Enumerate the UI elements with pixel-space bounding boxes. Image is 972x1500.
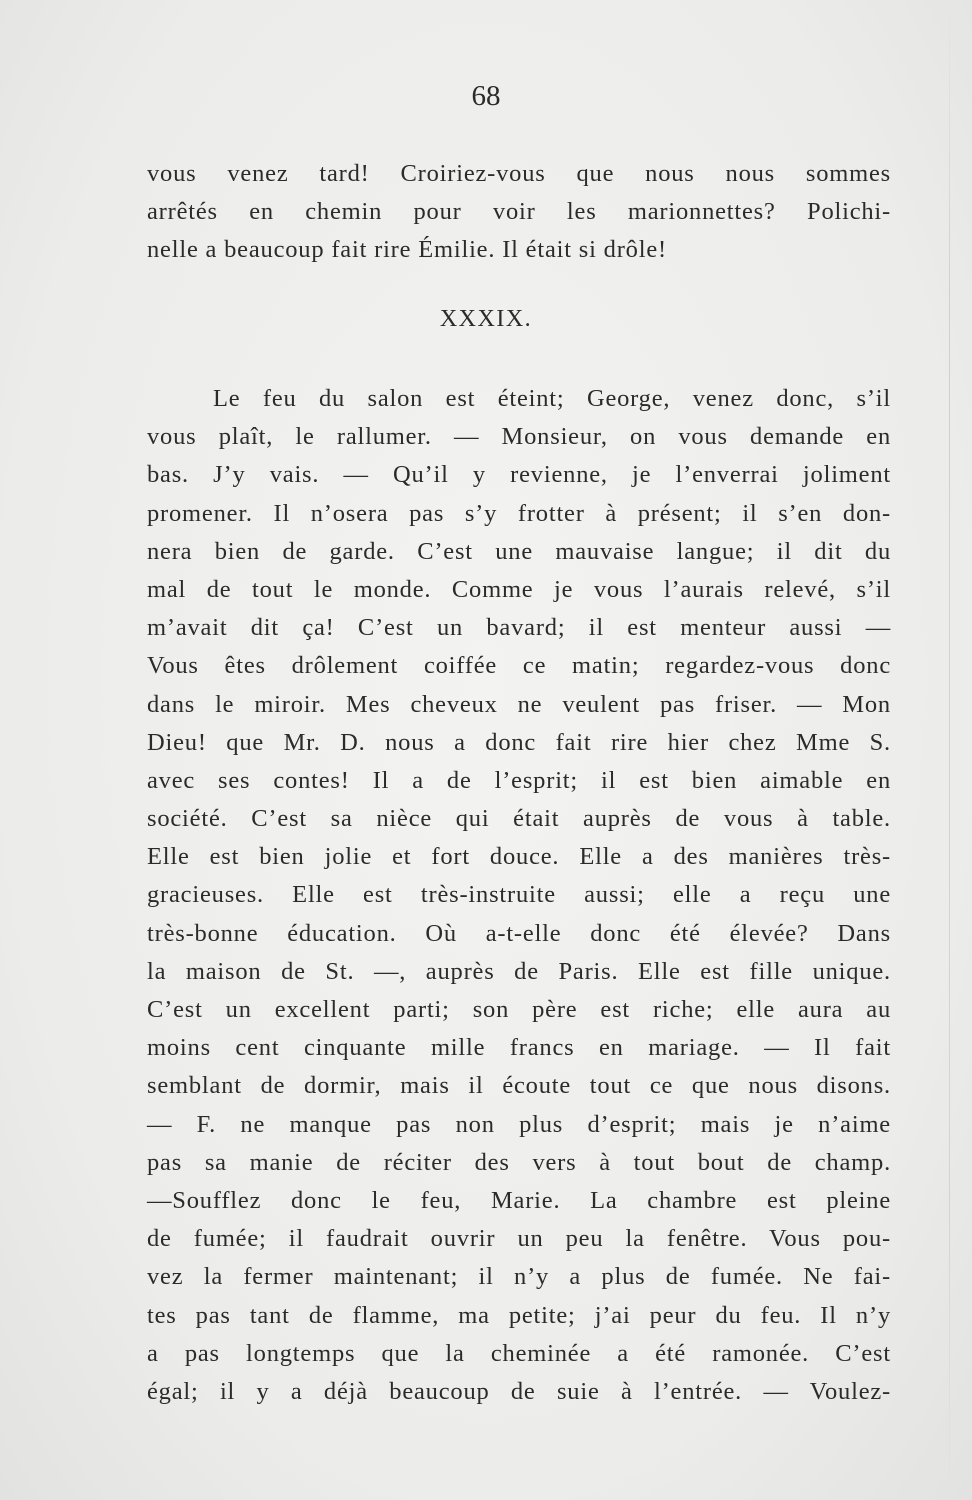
chapter-heading: XXXIX.	[439, 306, 533, 332]
text-line: a pas longtemps que la cheminée a été ramonée. C’est	[147, 1339, 891, 1367]
text-line: gracieuses. Elle est très-instruite aussi; elle a reçu une	[147, 881, 891, 909]
text-line: société. C’est sa nièce qui était auprès de vous à table.	[147, 805, 891, 833]
text-line: avec ses contes! Il a de l’esprit; il est bien aimable en	[147, 766, 891, 794]
text-line: —Soufflez donc le feu, Marie. La chambre est pleine	[147, 1186, 891, 1214]
text-line: moins cent cinquante mille francs en mariage. — Il fait	[147, 1034, 891, 1062]
text-line: m’avait dit ça! C’est un bavard; il est menteur aussi —	[147, 614, 891, 642]
text-line: tes pas tant de flamme, ma petite; j’ai peur du feu. Il n’y	[147, 1301, 891, 1329]
top-paragraph	[147, 155, 891, 270]
text-line: arrêtés en chemin pour voir les marionnettes? Polichi-	[147, 198, 891, 226]
text-line: la maison de St. —, auprès de Paris. Elle est fille unique.	[147, 957, 891, 985]
text-line: nelle a beaucoup fait rire Émilie. Il était si drôle!	[147, 236, 667, 264]
text-line: pas sa manie de réciter des vers à tout bout de champ.	[147, 1148, 891, 1176]
text-line: Vous êtes drôlement coiffée ce matin; regardez-vous donc	[147, 652, 891, 680]
main-paragraph	[147, 380, 891, 1411]
text-line: de fumée; il faudrait ouvrir un peu la fenêtre. Vous pou-	[147, 1225, 891, 1253]
text-line: dans le miroir. Mes cheveux ne veulent pas friser. — Mon	[147, 690, 891, 718]
text-line: semblant de dormir, mais il écoute tout ce que nous disons.	[147, 1072, 891, 1100]
text-line: — F. ne manque pas non plus d’esprit; mais je n’aime	[147, 1110, 891, 1138]
text-line: nera bien de garde. C’est une mauvaise langue; il dit du	[147, 537, 891, 565]
text-line: promener. Il n’osera pas s’y frotter à présent; il s’en don-	[147, 499, 891, 527]
text-line: vous plaît, le rallumer. — Monsieur, on vous demande en	[147, 423, 891, 451]
text-line: égal; il y a déjà beaucoup de suie à l’entrée. — Voulez-	[147, 1377, 891, 1405]
text-line: Elle est bien jolie et fort douce. Elle a des manières très-	[147, 843, 891, 871]
page-number: 68	[471, 80, 501, 112]
text-line: vous venez tard! Croiriez-vous que nous nous sommes	[147, 160, 891, 187]
text-line: bas. J’y vais. — Qu’il y revienne, je l’enverrai joliment	[147, 461, 891, 489]
text-line: Dieu! que Mr. D. nous a donc fait rire hier chez Mme S.	[147, 728, 891, 756]
page-edge-shadow	[949, 0, 950, 1500]
text-line: C’est un excellent parti; son père est riche; elle aura au	[147, 996, 891, 1023]
text-line: très-bonne éducation. Où a-t-elle donc été élevée? Dans	[147, 919, 891, 947]
text-line: mal de tout le monde. Comme je vous l’aurais relevé, s’il	[147, 575, 891, 603]
text-line: Le feu du salon est éteint; George, venez donc, s’il	[213, 385, 891, 412]
text-line: vez la fermer maintenant; il n’y a plus de fumée. Ne fai-	[147, 1263, 891, 1291]
